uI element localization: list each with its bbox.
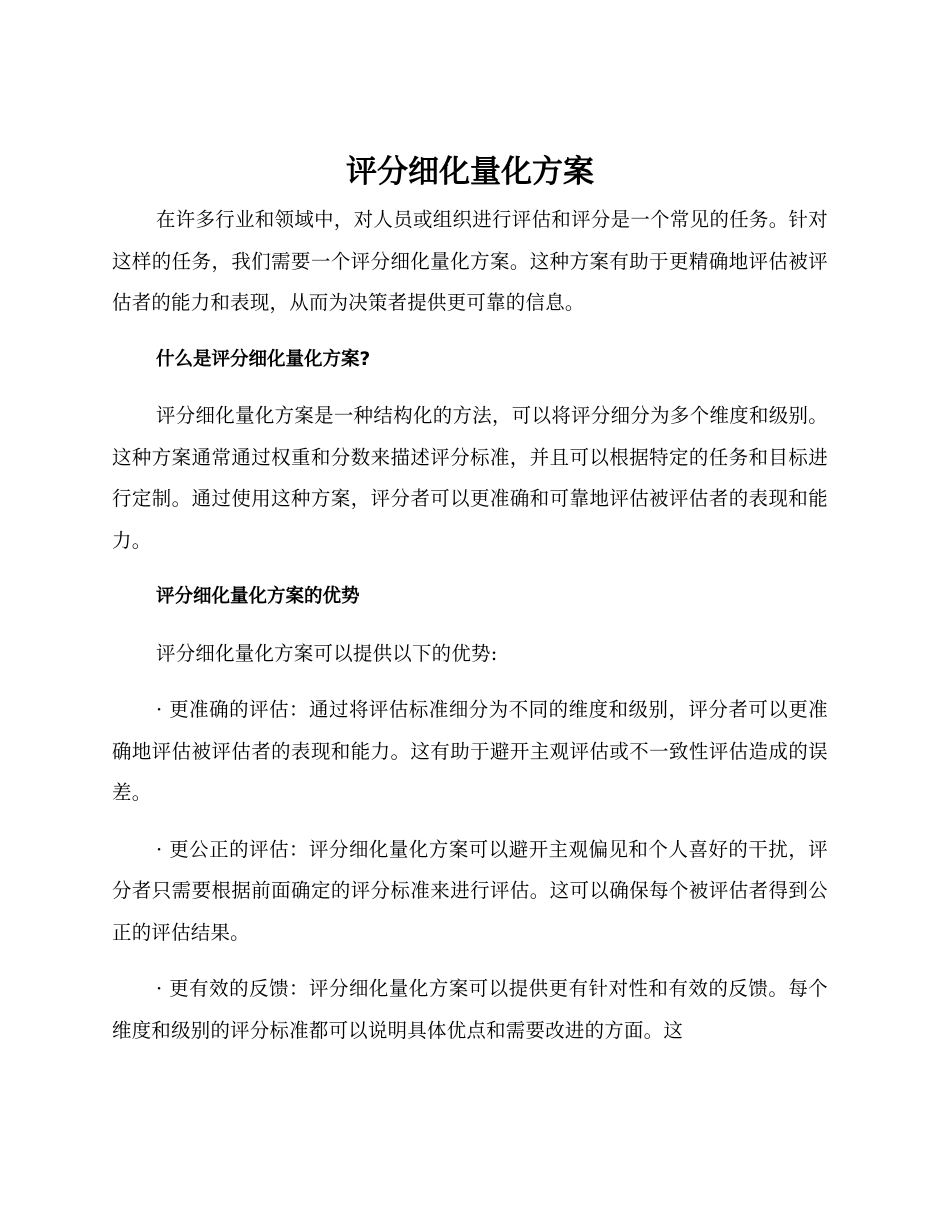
bullet-fair-assessment: · 更公正的评估：评分细化量化方案可以避开主观偏见和个人喜好的干扰，评分者只需要根据前面确定的评分标准来进行评估。这可以确保每个被评估者得到公正的评估结果。	[112, 837, 828, 944]
advantages-lead-paragraph: 评分细化量化方案可以提供以下的优势:	[156, 641, 498, 665]
intro-paragraph: 在许多行业和领域中，对人员或组织进行评估和评分是一个常见的任务。针对这样的任务，我们需要一个评分细化量化方案。这种方案有助于更精确地评估被评估者的能力和表现，从而为决策者提供更可靠的信息。	[112, 208, 828, 314]
section-heading-what-is: 什么是评分细化量化方案?	[156, 348, 371, 370]
document-page	[112, 150, 828, 1066]
bullet-accurate-assessment: · 更准确的评估：通过将评估标准细分为不同的维度和级别，评分者可以更准确地评估被评估者的表现和能力。这有助于避开主观评估或不一致性评估造成的误差。	[112, 698, 828, 804]
section-heading-advantages: 评分细化量化方案的优势	[156, 586, 360, 607]
definition-paragraph: 评分细化量化方案是一种结构化的方法，可以将评分细分为多个维度和级别。这种方案通常通过权重和分数来描述评分标准，并且可以根据特定的任务和目标进行定制。通过使用这种方案，评分者可以更准确和可靠地评估被评估者的表现和能力。	[112, 404, 828, 552]
document-title: 评分细化量化方案	[346, 154, 594, 190]
bullet-effective-feedback: · 更有效的反馈：评分细化量化方案可以提供更有针对性和有效的反馈。每个维度和级别的评分标准都可以说明具体优点和需要改进的方面。这	[112, 977, 828, 1042]
